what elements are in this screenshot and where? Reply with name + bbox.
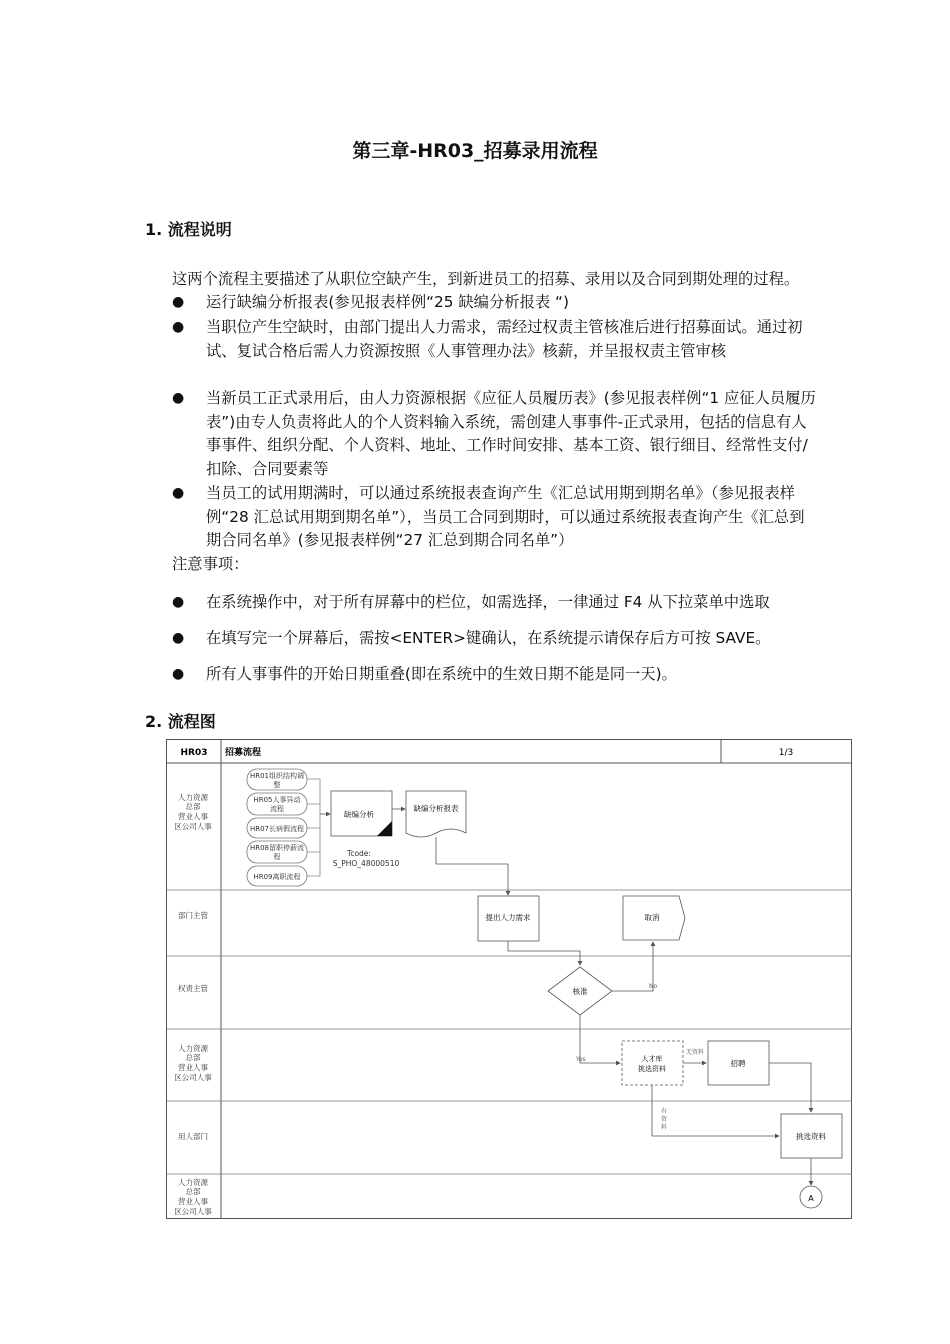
vacancy-analysis-label: 缺编分析 — [344, 810, 374, 819]
tcode-value: S_PHO_48000510 — [332, 859, 400, 868]
bullet-item — [172, 291, 822, 315]
approve-label: 核准 — [572, 987, 588, 996]
input-process-label: HR09离职流程 — [253, 873, 301, 881]
bullet-icon: ● — [172, 666, 185, 682]
cancel-label: 取消 — [644, 913, 660, 922]
input-process-label: 整 — [273, 781, 281, 789]
bullet-icon: ● — [172, 594, 185, 610]
lane-label-authorized-manager: 权责主管 — [178, 984, 208, 993]
lane-label-hr: 人力资源 — [178, 793, 208, 802]
lane-label-hr: 区公司人事 — [174, 1073, 212, 1082]
has-data-label: 资 — [661, 1116, 668, 1123]
lane-label-hr: 营业人事 — [178, 1197, 208, 1206]
diagram-code: HR03 — [180, 748, 208, 758]
section-heading-flowchart: 2. 流程图 — [145, 712, 216, 731]
select-data-label: 挑选资料 — [796, 1132, 826, 1141]
recruitment-flowchart — [166, 739, 852, 1219]
diagram-name: 招募流程 — [225, 748, 262, 758]
talent-pool-label: 挑选资料 — [638, 1065, 666, 1073]
bullet-text: 运行缺编分析报表(参见报表样例“25 缺编分析报表 “) — [206, 293, 569, 311]
lane-label-hr: 总部 — [185, 1187, 201, 1196]
lane-label-hr: 人力资源 — [178, 1044, 208, 1053]
raise-demand-label: 提出人力需求 — [485, 913, 531, 922]
no-data-label: 无资料 — [686, 1049, 705, 1056]
recruit-label: 招聘 — [730, 1059, 746, 1068]
page-title: 第三章-HR03_招募录用流程 — [352, 140, 598, 162]
intro-paragraph: 这两个流程主要描述了从职位空缺产生，到新进员工的招募、录用以及合同到期处理的过程。 — [172, 270, 800, 288]
bullet-item — [172, 387, 822, 481]
note-text: 在系统操作中，对于所有屏幕中的栏位，如需选择，一律通过 F4 从下拉菜单中选取 — [206, 593, 770, 611]
note-item — [172, 663, 822, 687]
lane-label-hr: 总部 — [185, 1053, 201, 1062]
notes-label: 注意事项： — [172, 555, 249, 573]
lane-label-hr: 营业人事 — [178, 812, 208, 821]
vacancy-report-document — [406, 791, 466, 837]
note-text: 在填写完一个屏幕后，需按<ENTER>键确认，在系统提示请保存后方可按 SAVE。 — [206, 629, 771, 647]
note-item — [172, 627, 822, 651]
lane-label-hr: 区公司人事 — [174, 1207, 212, 1216]
input-process-label: 流程 — [270, 805, 284, 813]
bullet-item — [172, 316, 822, 387]
bullet-text: 当职位产生空缺时，由部门提出人力需求，需经过权责主管核准后进行招募面试。通过初试、复试合格后需人力资源按照《人事管理办法》核薪，并呈报权责主管审核 — [206, 318, 803, 360]
tcode-label: Tcode: — [347, 849, 371, 858]
bullet-item — [172, 482, 822, 553]
talent-pool-box — [622, 1041, 683, 1085]
yes-branch-label: Yes — [576, 1056, 586, 1063]
lane-label-hr: 区公司人事 — [174, 822, 212, 831]
note-text: 所有人事事件的开始日期重叠(即在系统中的生效日期不能是同一天)。 — [206, 665, 677, 683]
input-process-label: HR08留职停薪流 — [249, 844, 305, 852]
vacancy-report-label: 缺编分析报表 — [413, 804, 459, 813]
section-heading-process-description: 1. 流程说明 — [145, 220, 232, 239]
bullet-icon: ● — [172, 390, 185, 406]
bullet-text: 当新员工正式录用后，由人力资源根据《应征人员履历表》(参见报表样例“1 应征人员履历表”)由专人负责将此人的个人资料输入系统，需创建人事事件-正式录用，包括的信息有人事事件、组织分配、个人资料、地址、工作时间安排、基本工资、银行细目、经常性支付/扣除、合同要素等 — [206, 389, 816, 478]
talent-pool-label: 人才库 — [641, 1055, 663, 1063]
bullet-icon: ● — [172, 485, 185, 501]
no-branch-label: No — [649, 983, 658, 990]
input-process-label: HR07长病假流程 — [249, 825, 305, 833]
diagram-page-number: 1/3 — [778, 748, 794, 758]
input-process-label: 程 — [273, 853, 281, 861]
bullet-text: 当员工的试用期满时，可以通过系统报表查询产生《汇总试用期到期名单》（参见报表样例“28 汇总试用期到期名单”），当员工合同到期时，可以通过系统报表查询产生《汇总到期合同名单》(参见报表样例“27 汇总到期合同名单”） — [206, 484, 805, 549]
input-process-label: HR01组织结构调 — [249, 772, 305, 780]
lane-label-hr: 营业人事 — [178, 1063, 208, 1072]
input-process-label: HR05人事异动 — [253, 796, 301, 804]
lane-label-hiring-dept: 用人部门 — [178, 1132, 208, 1141]
has-data-label: 有 — [661, 1108, 668, 1115]
lane-label-hr: 总部 — [185, 802, 201, 811]
bullet-icon: ● — [172, 319, 185, 335]
has-data-label: 料 — [661, 1124, 668, 1131]
bullet-icon: ● — [172, 630, 185, 646]
connector-label: A — [808, 1194, 814, 1203]
note-item — [172, 591, 822, 615]
bullet-icon: ● — [172, 294, 185, 310]
lane-label-dept-manager: 部门主管 — [178, 911, 208, 920]
lane-label-hr: 人力资源 — [178, 1178, 208, 1187]
